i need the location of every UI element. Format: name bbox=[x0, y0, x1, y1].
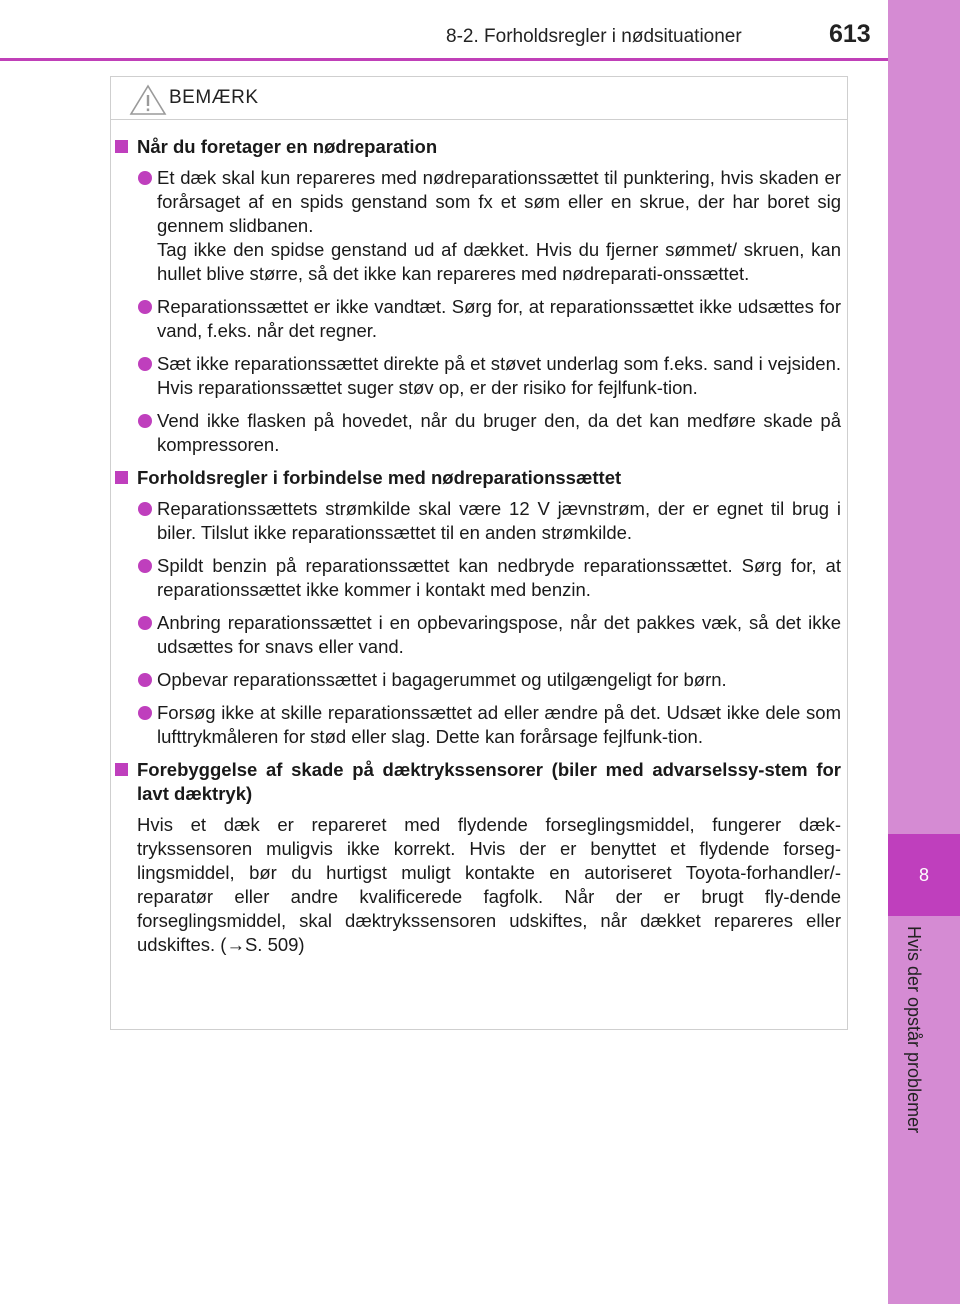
round-bullet-icon bbox=[138, 300, 152, 314]
list-item: Vend ikke flasken på hovedet, når du bruger den, da det kan medføre skade på kompressoren. bbox=[115, 409, 841, 457]
chapter-label: Hvis der opstår problemer bbox=[904, 926, 924, 1134]
notice-label: BEMÆRK bbox=[169, 87, 259, 108]
round-bullet-icon bbox=[138, 559, 152, 573]
list-item: Sæt ikke reparationssættet direkte på et støvet underlag som f.eks. sand i vejsiden. Hvis reparationssættet suger støv op, er der risiko for fejlfunk-tion. bbox=[115, 352, 841, 400]
square-bullet-icon bbox=[115, 763, 128, 776]
section-title: Når du foretager en nødreparation bbox=[115, 135, 841, 159]
round-bullet-icon bbox=[138, 502, 152, 516]
section-title: Forholdsregler i forbindelse med nødreparationssættet bbox=[115, 466, 841, 490]
round-bullet-icon bbox=[138, 706, 152, 720]
round-bullet-icon bbox=[138, 616, 152, 630]
notice-box bbox=[110, 76, 848, 1030]
square-bullet-icon bbox=[115, 471, 128, 484]
round-bullet-icon bbox=[138, 414, 152, 428]
warning-triangle-icon bbox=[129, 84, 167, 116]
section-title: Forebyggelse af skade på dæktrykssensorer (biler med advarselssy-stem for lavt dæktryk) bbox=[115, 758, 841, 806]
header-divider bbox=[0, 58, 888, 61]
page-number: 613 bbox=[829, 20, 871, 48]
round-bullet-icon bbox=[138, 171, 152, 185]
list-item: Opbevar reparationssættet i bagagerummet og utilgængeligt for børn. bbox=[115, 668, 841, 692]
round-bullet-icon bbox=[138, 673, 152, 687]
chapter-number: 8 bbox=[888, 834, 960, 916]
section-paragraph: Hvis et dæk er repareret med flydende forseglingsmiddel, fungerer dæk-trykssensoren muligvis ikke korrekt. Hvis der er benyttet et flydende forseg-lingsmiddel, bør du hurtigst muligt kontakte en autoriseret Toyota-forhandler/-reparatør eller andre kvalificerede fagfolk. Når der er brugt fly-dende forseglingsmiddel, skal dæktrykssensoren udskiftes, når dækket repareres eller udskiftes. (→S. 509) bbox=[137, 814, 841, 955]
list-item: Reparationssættets strømkilde skal være 12 V jævnstrøm, der er egnet til brug i biler. Tilslut ikke reparationssættet til en anden strømkilde. bbox=[115, 497, 841, 545]
list-item: Reparationssættet er ikke vandtæt. Sørg for, at reparationssættet ikke udsættes for vand, f.eks. når det regner. bbox=[115, 295, 841, 343]
square-bullet-icon bbox=[115, 140, 128, 153]
list-item: Et dæk skal kun repareres med nødreparationssættet til punktering, hvis skaden er forårsaget af en spids genstand som fx et søm eller en skrue, der har boret sig gennem slidbanen. Tag ikke den spidse genstand ud af dækket. Hvis du fjerner sømmet/ skruen, kan hullet blive større, så det ikke kan repareres med nødreparati-onssættet. bbox=[115, 166, 841, 286]
list-item: Forsøg ikke at skille reparationssættet ad eller ændre på det. Udsæt ikke dele som lufttrykmåleren for stød eller slag. Dette kan forårsage fejlfunk-tion. bbox=[115, 701, 841, 749]
section-header-title: 8-2. Forholdsregler i nødsituationer bbox=[446, 26, 742, 47]
round-bullet-icon bbox=[138, 357, 152, 371]
notice-header bbox=[111, 77, 847, 120]
notice-content bbox=[115, 135, 841, 965]
list-item: Spildt benzin på reparationssættet kan nedbryde reparationssættet. Sørg for, at reparationssættet ikke kommer i kontakt med benzin. bbox=[115, 554, 841, 602]
list-item: Anbring reparationssættet i en opbevaringspose, når det pakkes væk, så det ikke udsættes for snavs eller vand. bbox=[115, 611, 841, 659]
